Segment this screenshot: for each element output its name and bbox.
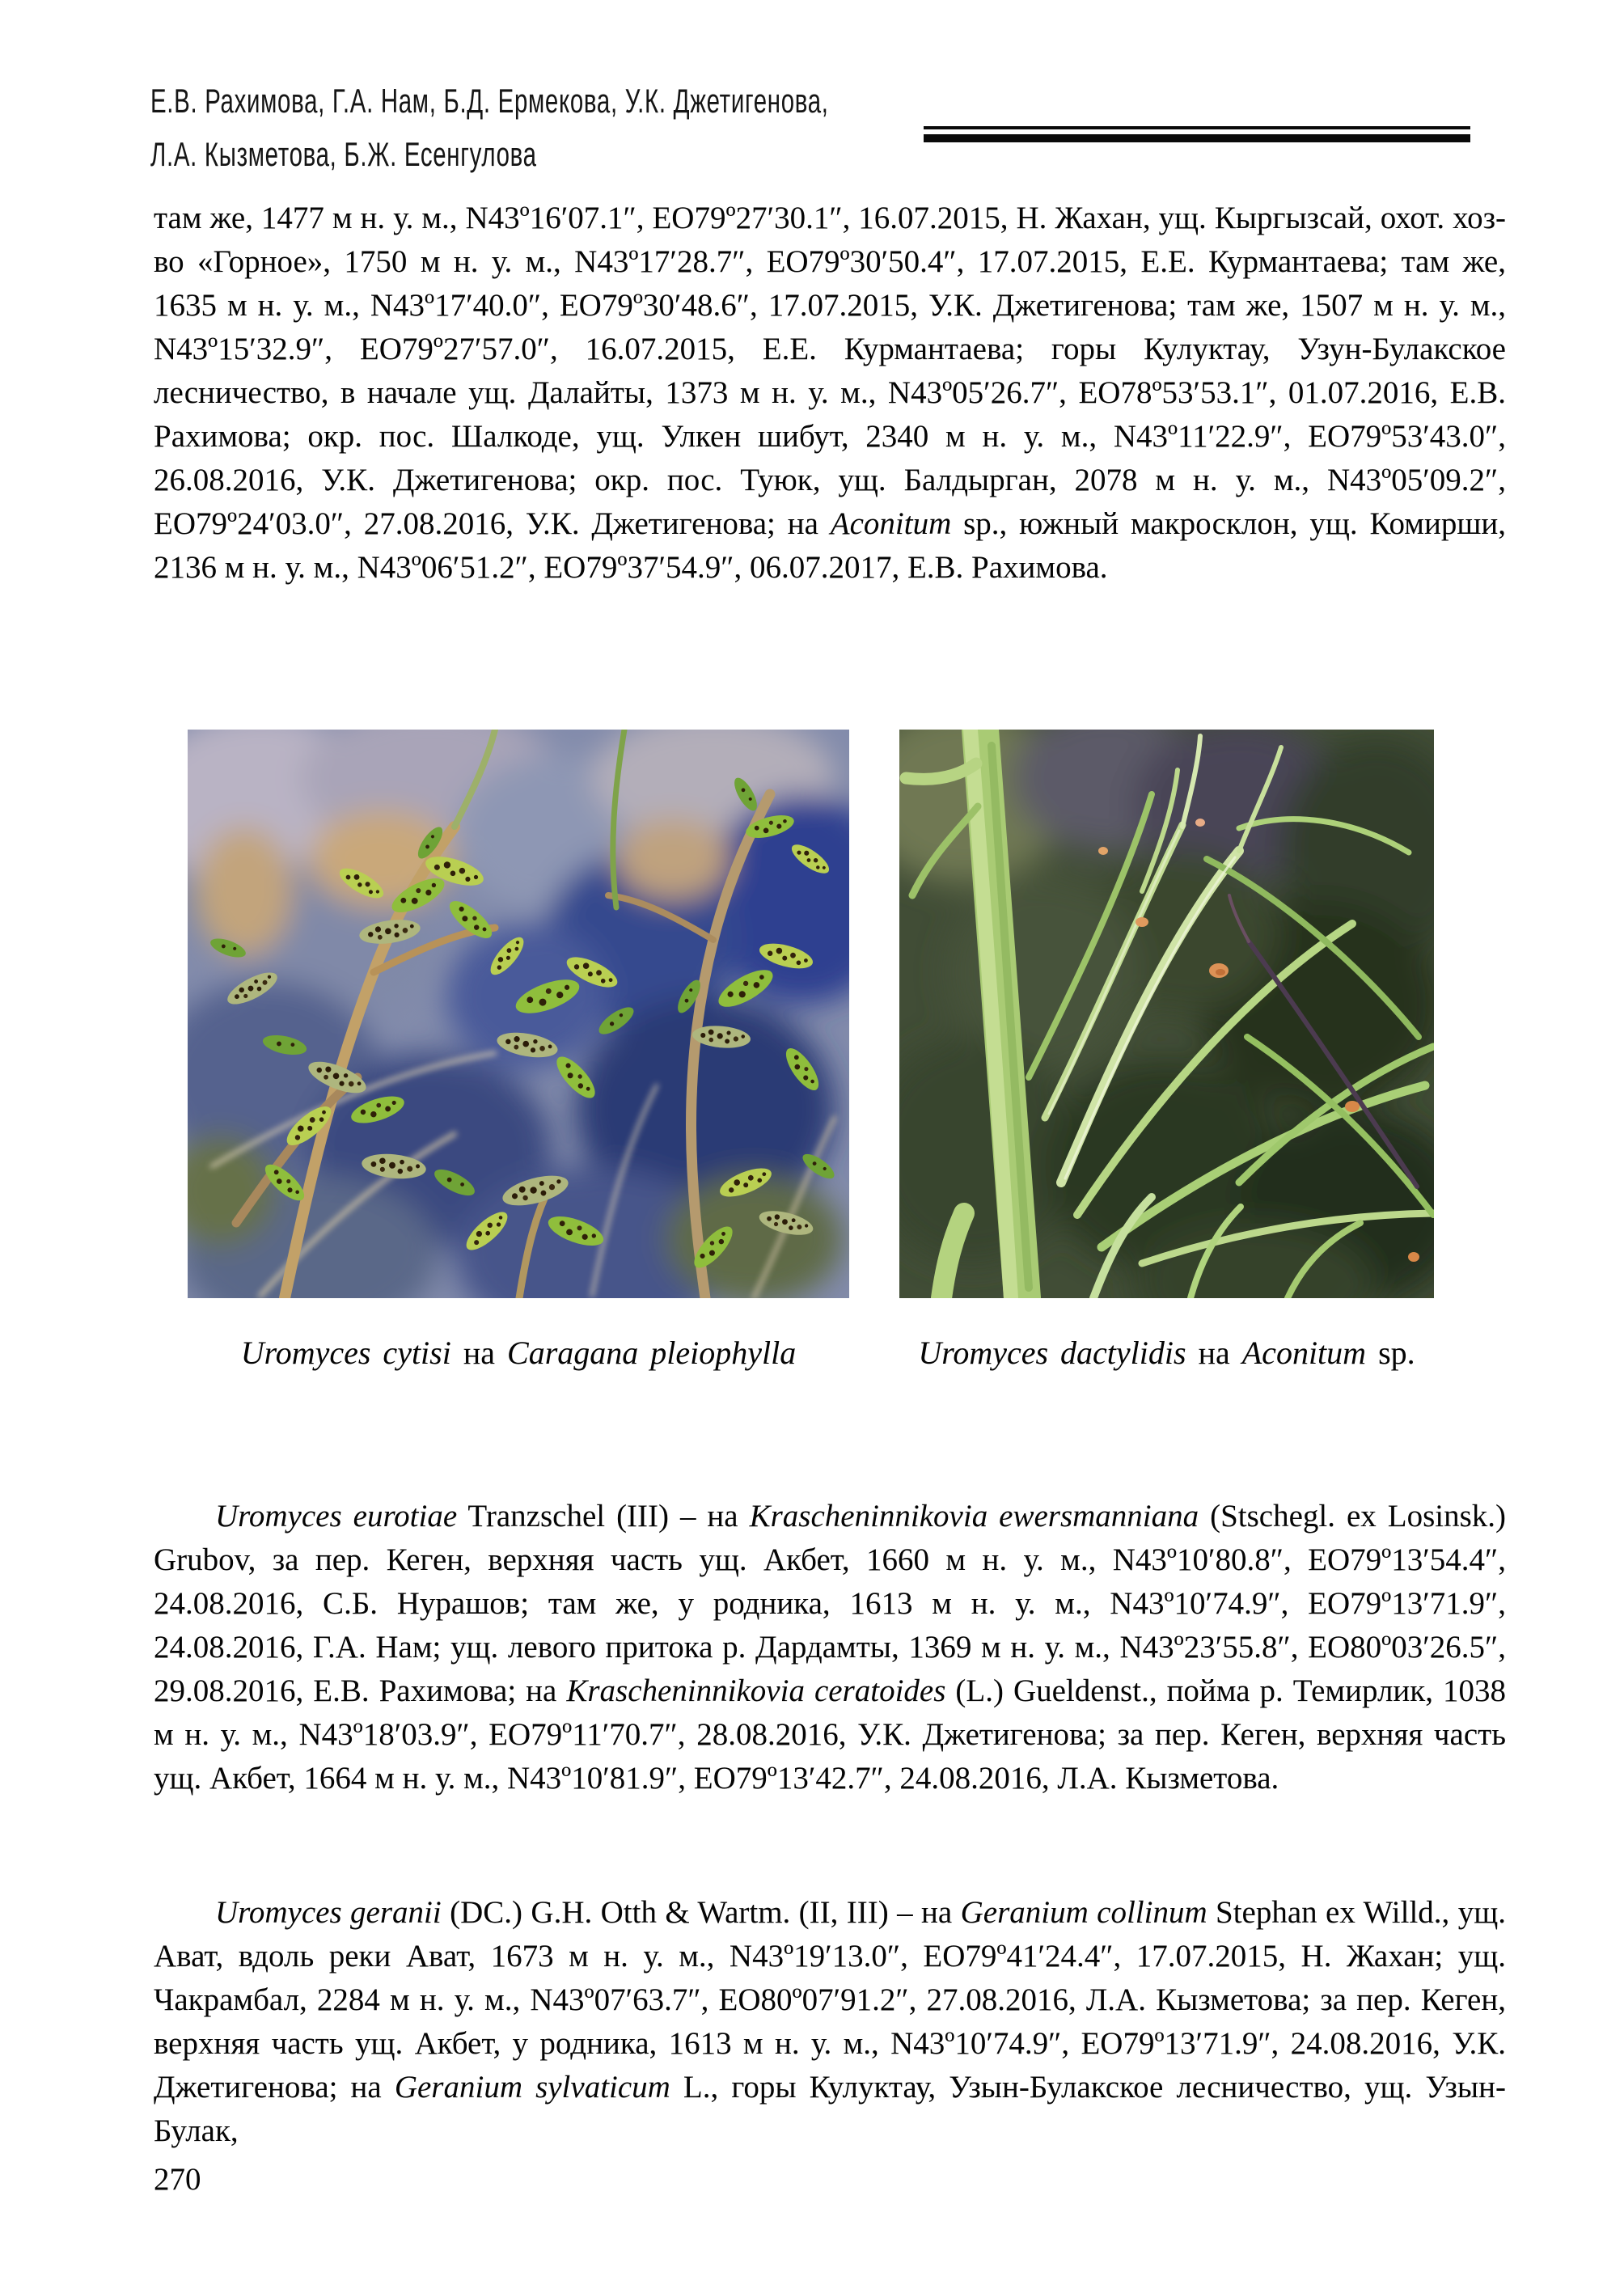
host-name-italic: Aconitum: [1241, 1335, 1367, 1371]
figure-left: [188, 730, 849, 1298]
latin-name-italic: Aconitum: [830, 506, 952, 541]
caption-text: на: [1186, 1335, 1242, 1371]
figure-right: [899, 730, 1434, 1298]
paragraph-records-uromyces-geranii: [154, 1891, 1506, 2153]
text-segment: sp., южный макросклон, ущ. Комирши, 2136 м н. у. м., N43º06′51.2″, ЕО79º37′54.9″, 06.07.2017, Е.В. Рахимова.: [154, 506, 1506, 585]
paragraph-records-uromyces-eurotiae: [154, 1495, 1506, 1800]
photo-caragana-rust: [188, 730, 849, 1298]
caption-text: sp.: [1366, 1335, 1415, 1371]
text-segment: (Stschegl. ex Losinsk.) Grubov, за пер. Кеген, верхняя часть ущ. Акбет, 1660 м н. у. м., N43º10′80.8″, ЕО79º13′54.4″, 24.08.2016, С.Б. Нурашов; там же, у родника, 1613 м н. у. м., N43º10′74.9″, ЕО79º13′71.9″, 24.08.2016, Г.А. Нам; ущ. левого притока р. Дардамты, 1369 м н. у. м., N43º23′55.8″, ЕО80º03′26.5″, 29.08.2016, Е.В. Рахимова; на: [154, 1499, 1506, 1708]
text-segment: (L.) Gueldenst., пойма р. Темирлик, 1038 м н. у. м., N43º18′03.9″, ЕО79º11′70.7″, 28.08.2016, У.К. Джетигенова; за пер. Кеген, верхняя часть ущ. Акбет, 1664 м н. у. м., N43º10′81.9″, ЕО79º13′42.7″, 24.08.2016, Л.А. Кызметова.: [154, 1673, 1506, 1796]
species-name-italic: Uromyces cytisi: [240, 1335, 451, 1371]
author-line-1: Е.В. Рахимова, Г.А. Нам, Б.Д. Ермекова, У.К. Джетигенова,: [150, 82, 829, 120]
author-line-2: Л.А. Кызметова, Б.Ж. Есенгулова: [150, 135, 537, 173]
text-segment: там же, 1477 м н. у. м., N43º16′07.1″, ЕО79º27′30.1″, 16.07.2015, Н. Жахан, ущ. Кыргызсай, охот. хоз-во «Горное», 1750 м н. у. м., N43º17′28.7″, ЕО79º30′50.4″, 17.07.2015, Е.Е. Курмантаева; там же, 1635 м н. у. м., N43º17′40.0″, ЕО79º30′48.6″, 17.07.2015, У.К. Джетигенова; там же, 1507 м н. у. м., N43º15′32.9″, ЕО79º27′57.0″, 16.07.2015, Е.Е. Курмантаева; горы Кулуктау, Узун-Булакское лесничество, в начале ущ. Далайты, 1373 м н. у. м., N43º05′26.7″, ЕО78º53′53.1″, 01.07.2016, Е.В. Рахимова; окр. пос. Шалкоде, ущ. Улкен шибут, 2340 м н. у. м., N43º11′22.9″, ЕО79º53′43.0″, 26.08.2016, У.К. Джетигенова; окр. пос. Туюк, ущ. Балдырган, 2078 м н. у. м., N43º05′09.2″, ЕО79º24′03.0″, 27.08.2016, У.К. Джетигенова; на: [154, 201, 1506, 541]
text-segment: Tranzschel (III) – на: [457, 1499, 750, 1534]
species-name-italic: Uromyces geranii: [215, 1895, 442, 1930]
header-double-rule: [924, 126, 1470, 142]
host-name-italic: Krascheninnikovia ceratoides: [566, 1673, 946, 1708]
page-number: 270: [154, 2162, 201, 2197]
rule-thin-line: [924, 126, 1470, 129]
species-name-italic: Uromyces dactylidis: [918, 1335, 1186, 1371]
host-name-italic: Geranium collinum: [960, 1895, 1207, 1930]
figure-caption-right: [899, 1333, 1434, 1373]
photo-aconitum-rust: [899, 730, 1434, 1298]
rule-thick-line: [924, 134, 1470, 142]
caption-text: на: [450, 1335, 508, 1371]
species-name-italic: Uromyces eurotiae: [215, 1499, 458, 1534]
host-name-italic: Caragana pleiophylla: [507, 1335, 797, 1371]
paragraph-records-uromyces-cytisi: [154, 197, 1506, 590]
figure-caption-left: [188, 1333, 849, 1373]
text-segment: (DC.) G.H. Otth & Wartm. (II, III) – на: [441, 1895, 961, 1930]
text-segment: L., горы Кулуктау, Узын-Булакское лесничество, ущ. Узын-Булак,: [154, 2070, 1506, 2148]
text-segment: Stephan ex Willd., ущ. Ават, вдоль реки Ават, 1673 м н. у. м., N43º19′13.0″, ЕО79º41′24.4″, 17.07.2015, Н. Жахан; ущ. Чакрамбал, 2284 м н. у. м., N43º07′63.7″, ЕО80º07′91.2″, 27.08.2016, Л.А. Кызметова; за пер. Кеген, верхняя часть ущ. Акбет, у родника, 1613 м н. у. м., N43º10′74.9″, ЕО79º13′71.9″, 24.08.2016, У.К. Джетигенова; на: [154, 1895, 1506, 2105]
host-name-italic: Geranium sylvaticum: [394, 2070, 670, 2105]
host-name-italic: Krascheninnikovia ewersmanniana: [749, 1499, 1199, 1534]
